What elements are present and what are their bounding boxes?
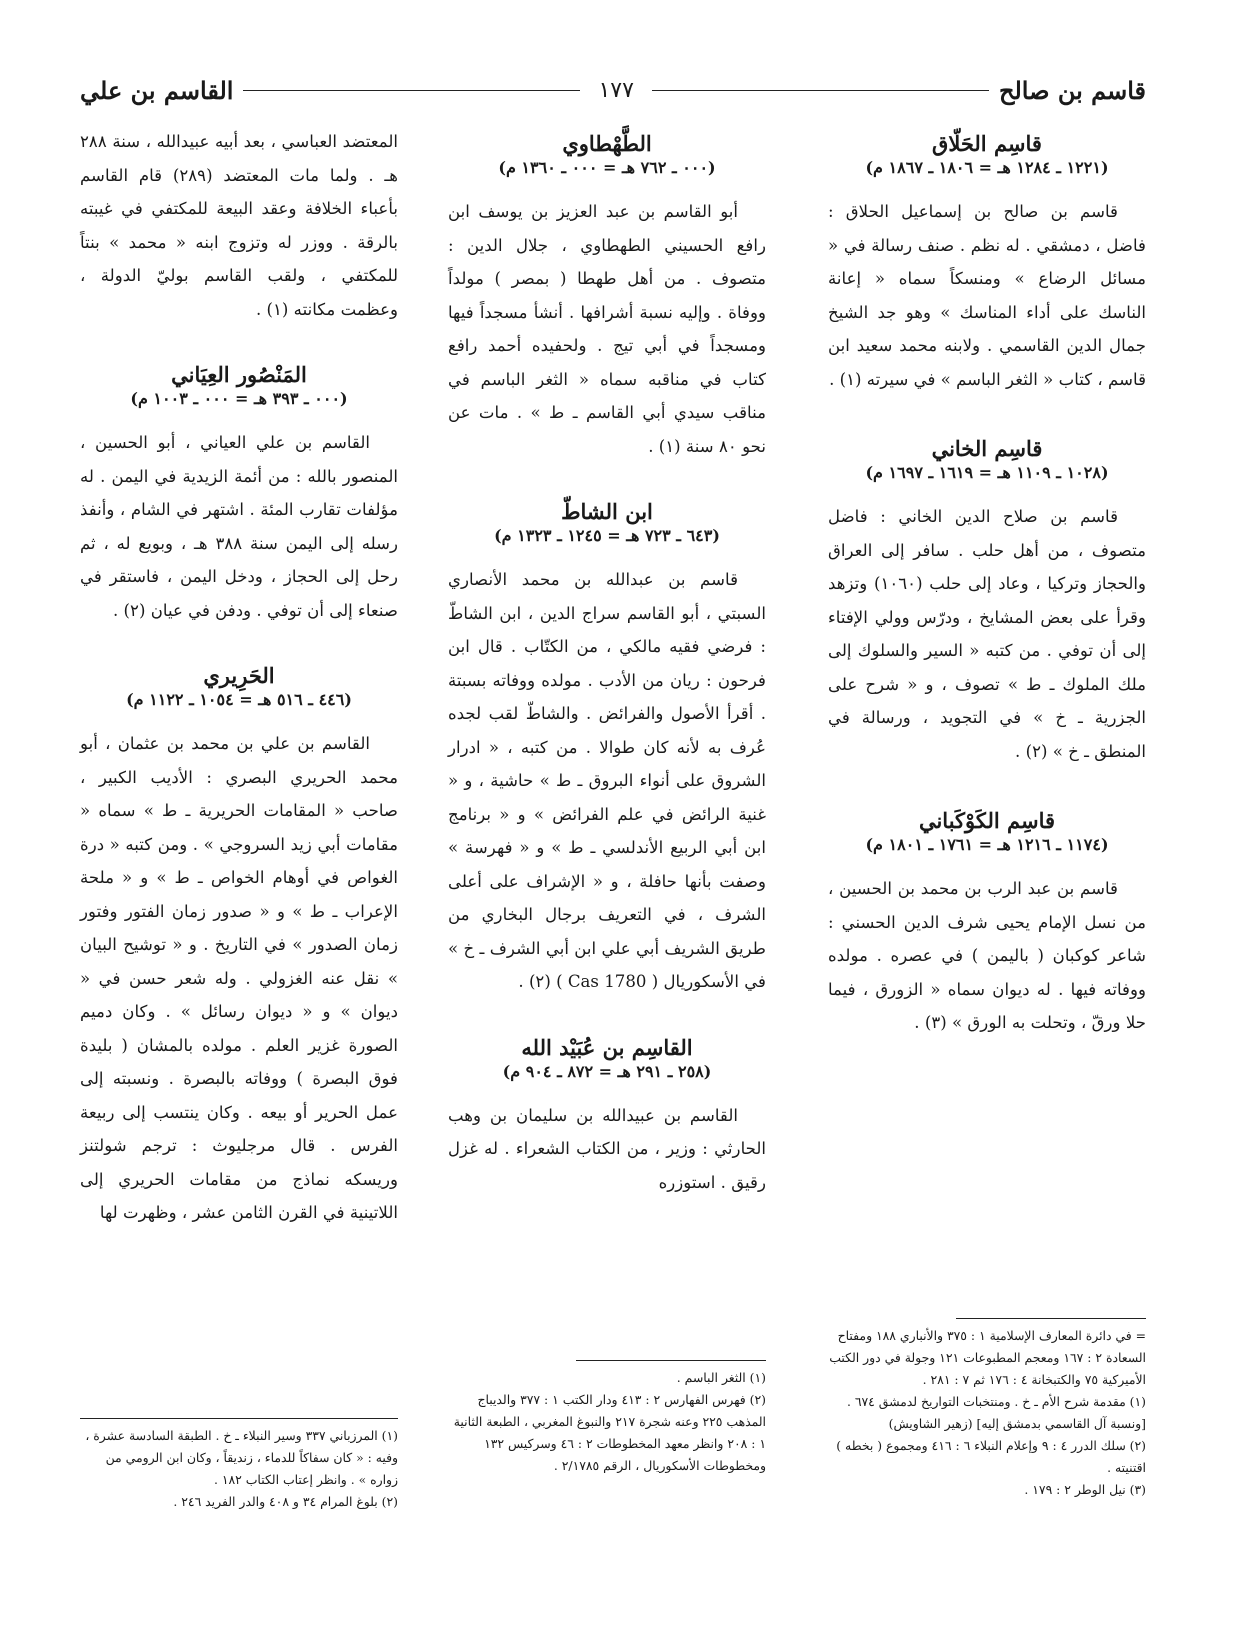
- entry-body: القاسم بن عبيدالله بن سليمان بن وهب الحارثي : وزير ، من الكتاب الشعراء . له غزل رقيق . استوزره: [448, 1105, 766, 1192]
- entry-title: المَنْصُور العِيَاني: [171, 362, 307, 387]
- entry-title: الحَرِيري: [203, 663, 275, 688]
- entry-title: قاسِم الخاني: [931, 436, 1043, 461]
- entry-body: قاسم بن عبدالله بن محمد الأنصاري السبتي ، أبو القاسم سراج الدين ، ابن الشاطّ : فرضي فقيه مالكي ، من الكتّاب . قال ابن فرحون : ريان من الأدب . مولده ووفاته بسبتة . أقرأ الأصول والفرائض . والشاطّ لقب لجده عُرف به لأنه كان طوالا . من كتبه ، « ادرار الشروق على أنواء البروق ـ ط » حاشية ، و « غنية الرائض في علم الفرائض » و « برنامج ابن أبي الربيع الأندلسي ـ ط » و « فهرسة » وصفت بأنها حافلة ، و « الإشراف على أعلى الشرف ، في التعريف برجال البخاري من طريق الشريف أبي علي ابن أبي الشرف ـ خ » في الأسكوريال ( Cas 1780 ) (٢) .: [448, 570, 766, 991]
- entry-dates: (٤٤٦ ـ ٥١٦ هـ = ١٠٥٤ ـ ١١٢٢ م): [126, 690, 352, 709]
- footnote-rule: [576, 1360, 766, 1361]
- column-right: [828, 125, 1146, 1054]
- footnote: (٣) نيل الوطر ٢ : ١٧٩ .: [1024, 1482, 1146, 1497]
- footnote-rule: [956, 1318, 1146, 1319]
- entry: [828, 436, 1146, 768]
- running-header: [80, 70, 1146, 110]
- entry: [448, 131, 766, 463]
- entry: [828, 808, 1146, 1040]
- entry: [80, 663, 398, 1230]
- footnotes-left: [80, 1418, 398, 1513]
- entry-body: قاسم بن عبد الرب بن محمد بن الحسين ، من نسل الإمام يحيى شرف الدين الحسني : شاعر كوكبان ( باليمن ) في عصره . مولده ووفاته فيها . له ديوان سماه « الزورق ، فيما حلا ورقّ ، وتحلت به الورق » (٣) .: [828, 879, 1146, 1032]
- entry: [448, 499, 766, 999]
- entry-title: ابن الشاطّ: [561, 499, 653, 524]
- footnote: (١) الثغر الباسم .: [676, 1370, 766, 1385]
- entry-dates: (٠٠٠ ـ ٧٦٢ هـ = ٠٠٠ ـ ١٣٦٠ م): [498, 158, 716, 177]
- footnotes-middle: [448, 1360, 766, 1477]
- footnote-rule: [80, 1418, 398, 1419]
- footnote: (٢) سلك الدرر ٤ : ٩ وإعلام النبلاء ٦ : ٤١٦ ومجموع ( بخطه ) اقتنيته .: [836, 1438, 1146, 1475]
- entry-body: أبو القاسم بن عبد العزيز بن يوسف ابن رافع الحسيني الطهطاوي ، جلال الدين : متصوف . من أهل طهطا ( بمصر ) مولداً ووفاة . وإليه نسبة أشرافها . أنشأ مسجداً فيها ومسجداً في أبي تيج . ولحفيده أحمد رافع كتاب في مناقبه سماه « الثغر الباسم في مناقب سيدي أبي القاسم ـ ط » . مات عن نحو ٨٠ سنة (١) .: [448, 202, 766, 456]
- entry: [828, 131, 1146, 396]
- entry-body: القاسم بن علي العياني ، أبو الحسين ، المنصور بالله : من أئمة الزيدية في اليمن . له مؤلفات تقارب المئة . اشتهر في الشام ، وأنفذ رسله إلى اليمن سنة ٣٨٨ هـ ، وبويع له ، ثم رحل إلى الحجاز ، ودخل اليمن ، فاستقر في صنعاء إلى أن توفي . ودفن في عيان (٢) .: [80, 433, 398, 620]
- footnote: (١) المرزباني ٣٣٧ وسير النبلاء ـ خ . الطبقة السادسة عشرة ، وفيه : « كان سفاكاً للدماء ، زنديقاً ، وكان ابن الرومي من زواره » . وانظر إعتاب الكتاب ١٨٢ .: [85, 1428, 398, 1487]
- running-title-right: قاسم بن صالح: [998, 75, 1146, 105]
- entry-title: قاسِم الكَوْكَباني: [918, 808, 1056, 833]
- page-number: ١٧٧: [598, 77, 634, 103]
- entry-title: قاسِم الحَلّاق: [932, 131, 1042, 156]
- entry-body: قاسم بن صالح بن إسماعيل الحلاق : فاضل ، دمشقي . له نظم . صنف رسالة في « مسائل الرضاع » ومنسكاً سماه « إعانة الناسك على أداء المناسك » وهو جد الشيخ جمال الدين القاسمي . ولابنه محمد سعيد ابن قاسم ، كتاب « الثغر الباسم » في سيرته (١) .: [828, 202, 1146, 389]
- running-title-left: القاسم بن علي: [80, 75, 234, 105]
- entry-body: المعتضد العباسي ، بعد أبيه عبيدالله ، سنة ٢٨٨ هـ . ولما مات المعتضد (٢٨٩) قام القاسم بأعباء الخلافة وعقد البيعة للمكتفي في غيبته بالرقة . ووزر له وتزوج ابنه « محمد » بنتاً للمكتفي ، ولقب القاسم بوليّ الدولة ، وعظمت مكانته (١) .: [80, 132, 398, 319]
- header-rule: [652, 90, 989, 91]
- entry-body: القاسم بن علي بن محمد بن عثمان ، أبو محمد الحريري البصري : الأديب الكبير ، صاحب « المقامات الحريرية ـ ط » سماه « مقامات أبي زيد السروجي » . ومن كتبه « درة الغواص في أوهام الخواص ـ ط » و « ملحة الإعراب ـ ط » و « صدور زمان الفتور وفتور زمان الصدور » في التاريخ . و « توشيح البيان » نقل عنه الغزولي . وله شعر حسن في « ديوان » و « ديوان رسائل » . وكان دميم الصورة غزير العلم . مولده بالمشان ( بليدة فوق البصرة ) ووفاته بالبصرة . ونسبته إلى عمل الحرير أو بيعه . وكان ينتسب إلى ربيعة الفرس . قال مرجليوث : ترجم شولتنز وريسكه نماذج من مقامات الحريري إلى اللاتينية في القرن الثامن عشر ، وظهرت لها: [80, 734, 398, 1222]
- entry-dates: (٠٠٠ ـ ٣٩٣ هـ = ٠٠٠ ـ ١٠٠٣ م): [130, 389, 348, 408]
- entry-title: القاسِم بن عُبَيْد الله: [521, 1034, 693, 1060]
- footnote: (٢) فهرس الفهارس ٢ : ٤١٣ ودار الكتب ١ : ٣٧٧ والديباج المذهب ٢٢٥ وعنه شجرة ٢١٧ والنبوغ المغربي ، الطبعة الثانية ١ : ٢٠٨ وانظر معهد المخطوطات ٢ : ٤٦ وسركيس ١٣٢ ومخطوطات الأسكوريال ، الرقم ٢/١٧٨٥ .: [453, 1392, 766, 1473]
- entry-body: قاسم بن صلاح الدين الخاني : فاضل متصوف ، من أهل حلب . سافر إلى العراق والحجاز وتركيا ، وعاد إلى حلب (١٠٦٠) وتزهد وقرأ على بعض المشايخ ، ودرّس وولي الإفتاء إلى أن توفي . من كتبه « السير والسلوك إلى ملك الملوك ـ ط » تصوف ، و « شرح على الجزرية ـ خ » في التجويد ، ورسالة في المنطق ـ خ » (٢) .: [828, 507, 1146, 761]
- column-left: [80, 125, 398, 1244]
- entry-dates: (١٠٢٨ ـ ١١٠٩ هـ = ١٦١٩ ـ ١٦٩٧ م): [865, 463, 1109, 482]
- footnote: (٢) بلوغ المرام ٣٤ و ٤٠٨ والدر الفريد ٢٤٦ .: [173, 1494, 398, 1509]
- entry-dates: (٦٤٣ ـ ٧٢٣ هـ = ١٢٤٥ ـ ١٣٢٣ م): [494, 526, 720, 545]
- column-middle: [448, 125, 766, 1213]
- footnote: = في دائرة المعارف الإسلامية ١ : ٣٧٥ والأنباري ١٨٨ ومفتاح السعادة ٢ : ١٦٧ ومعجم المطبوعات ١٢١ وجولة في دور الكتب الأميركية ٧٥ والكتبخانة ٤ : ١٧٦ ثم ٧ : ٢٨١ .: [829, 1328, 1146, 1387]
- header-rule: [243, 90, 580, 91]
- entry: [448, 1035, 766, 1200]
- entry-dates: (١١٧٤ ـ ١٢١٦ هـ = ١٧٦١ ـ ١٨٠١ م): [865, 835, 1109, 854]
- entry-dates: (١٢٢١ ـ ١٢٨٤ هـ = ١٨٠٦ ـ ١٨٦٧ م): [865, 158, 1109, 177]
- footnote: (١) مقدمة شرح الأم ـ خ . ومنتخبات التواريخ لدمشق ٦٧٤ . [ونسبة آل القاسمي بدمشق إليه] (زهير الشاويش): [846, 1394, 1146, 1431]
- entry-title: الطَّهْطاوي: [562, 131, 652, 156]
- footnotes-right: [828, 1318, 1146, 1501]
- entry-continuation: [80, 125, 398, 326]
- entry: [80, 362, 398, 627]
- entry-dates: (٢٥٨ ـ ٢٩١ هـ = ٨٧٢ ـ ٩٠٤ م): [502, 1061, 712, 1081]
